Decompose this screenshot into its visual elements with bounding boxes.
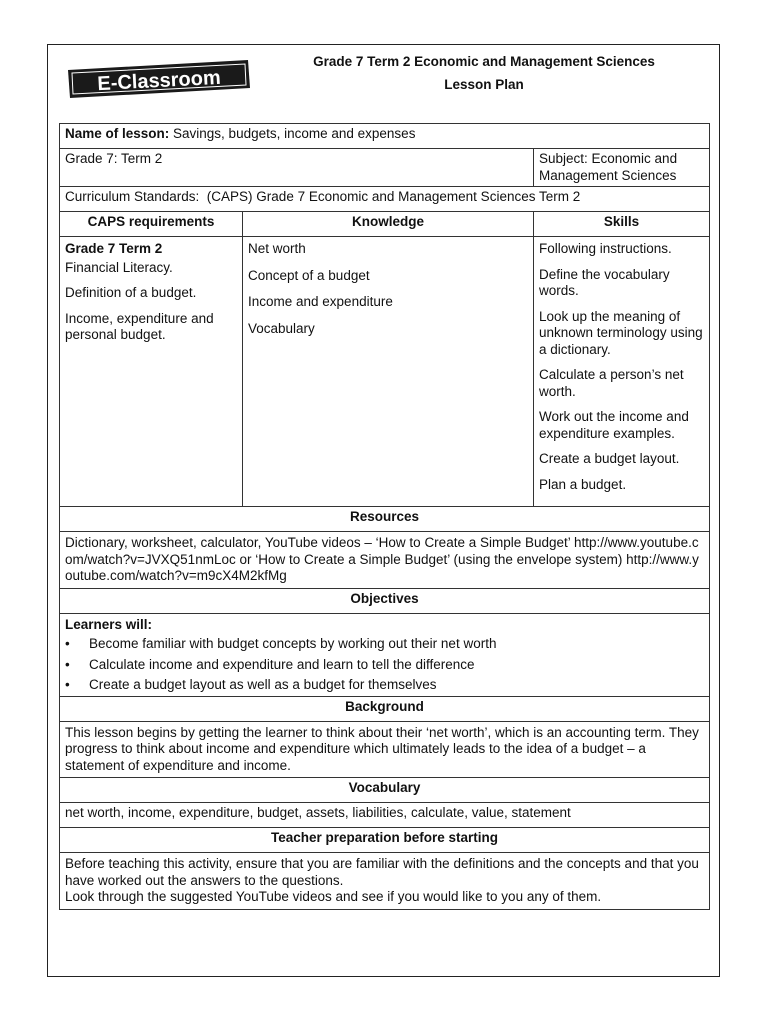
teacher-prep-line: Look through the suggested YouTube videos and see if you would like to you any of them. [65, 889, 602, 904]
skills-item: Work out the income and expenditure examples. [539, 409, 689, 441]
skills-item: Define the vocabulary words. [539, 266, 670, 298]
subject-cell: Subject: Economic and Management Sciences [534, 149, 710, 187]
teacher-prep-row [60, 853, 710, 910]
lesson-name-row [60, 124, 710, 149]
caps-item: Definition of a budget. [65, 285, 197, 300]
caps-item: Income, expenditure and personal budget. [65, 310, 214, 342]
skills-item: Look up the meaning of unknown terminology using a dictionary. [539, 308, 703, 357]
resources-row [60, 532, 710, 589]
caps-column [60, 237, 243, 507]
knowledge-item: Income and expenditure [248, 294, 393, 309]
background-heading: Background [60, 696, 710, 721]
objectives-cell [60, 613, 710, 696]
teacher-prep-heading-row [60, 828, 710, 853]
objectives-intro: Learners will: [65, 616, 153, 632]
knowledge-column [243, 237, 534, 507]
background-row [60, 721, 710, 778]
content-row [60, 237, 710, 507]
resources-heading-row [60, 507, 710, 532]
bullet: • [65, 656, 70, 672]
grade-cell: Grade 7: Term 2 [60, 149, 534, 187]
curriculum-row [60, 187, 710, 212]
lesson-name-value: Savings, budgets, income and expenses [169, 126, 416, 141]
objective-text: Create a budget layout as well as a budget for themselves [89, 677, 437, 692]
caps-item: Financial Literacy. [65, 259, 173, 275]
document-title: Grade 7 Term 2 Economic and Management Sciences [313, 54, 655, 69]
objectives-heading: Objectives [60, 588, 710, 613]
vocabulary-heading: Vocabulary [60, 778, 710, 803]
document-header [270, 50, 698, 96]
vocabulary-row [60, 803, 710, 828]
background-text: This lesson begins by getting the learner to think about their ‘net worth’, which is an accounting term. They progress to think about income and expenditure which ultimately leads to the idea of a budget – a statement of expenditure and income. [60, 721, 710, 778]
knowledge-item: Vocabulary [248, 320, 315, 336]
objective-item [65, 636, 704, 653]
knowledge-item: Concept of a budget [248, 267, 370, 283]
bullet: • [65, 636, 70, 651]
skills-header: Skills [534, 212, 710, 237]
knowledge-item: Net worth [248, 241, 306, 256]
objective-item [65, 677, 704, 694]
caps-requirements-header: CAPS requirements [60, 212, 243, 237]
skills-item: Plan a budget. [539, 476, 627, 492]
caps-title: Grade 7 Term 2 [65, 241, 163, 256]
vocabulary-heading-row [60, 778, 710, 803]
objectives-row [60, 613, 710, 696]
teacher-prep-heading: Teacher preparation before starting [60, 828, 710, 853]
objective-text: Become familiar with budget concepts by working out their net worth [89, 636, 497, 651]
teacher-prep-line: Before teaching this activity, ensure that you are familiar with the definitions and the concepts and that you have worked out the answers to the questions. [65, 856, 699, 888]
objective-item [65, 657, 704, 674]
lesson-plan-table [59, 123, 710, 910]
skills-item: Calculate a person’s net worth. [539, 367, 684, 399]
document-subtitle: Lesson Plan [444, 77, 524, 92]
logo-text: E-Classroom [96, 66, 222, 96]
background-heading-row [60, 696, 710, 721]
knowledge-header: Knowledge [243, 212, 534, 237]
vocabulary-text: net worth, income, expenditure, budget, assets, liabilities, calculate, value, statement [60, 803, 710, 828]
teacher-prep-cell [60, 853, 710, 910]
skills-item: Following instructions. [539, 241, 672, 256]
grade-subject-row [60, 149, 710, 187]
curriculum-cell: Curriculum Standards: (CAPS) Grade 7 Economic and Management Sciences Term 2 [60, 187, 710, 212]
skills-column [534, 237, 710, 507]
lesson-name-label: Name of lesson: [65, 126, 170, 141]
lesson-name-cell [60, 124, 710, 149]
bullet: • [65, 677, 70, 692]
resources-heading: Resources [60, 507, 710, 532]
objective-text: Calculate income and expenditure and learn to tell the difference [89, 656, 475, 672]
objectives-heading-row [60, 588, 710, 613]
skills-item: Create a budget layout. [539, 451, 680, 466]
resources-text: Dictionary, worksheet, calculator, YouTube videos – ‘How to Create a Simple Budget’ http://www.youtube.com/watch?v=JVXQ51nmLoc or ‘How to Create a Simple Budget’ (using the envelope system) http://www.youtube.com/watch?v=m9cX4M2kfMg [60, 532, 710, 589]
column-headers-row [60, 212, 710, 237]
e-classroom-logo [62, 58, 252, 102]
